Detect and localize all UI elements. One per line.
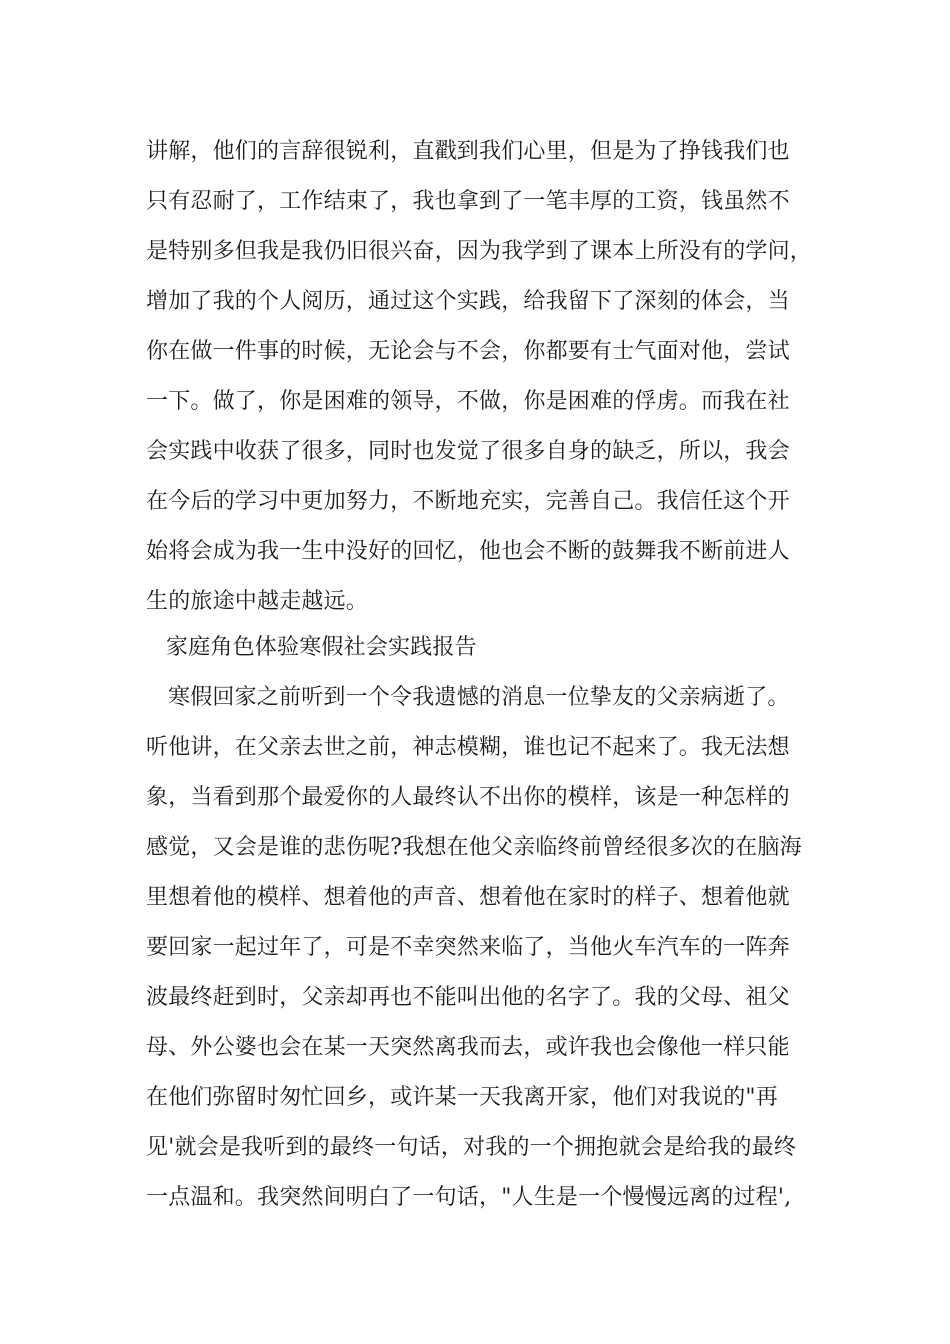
text-line: 象，当看到那个最爱你的人最终认不出你的模样，该是一种怎样的 (146, 785, 790, 810)
section-heading: 家庭角色体验寒假社会实践报告 (166, 635, 477, 660)
text-line: 一点温和。我突然间明白了一句话，"人生是一个慢慢远离的过程', (146, 1185, 792, 1210)
text-line: 讲解，他们的言辞很锐利，直戳到我们心里，但是为了挣钱我们也 (146, 139, 790, 164)
text-line: 在今后的学习中更加努力，不断地充实，完善自己。我信任这个开 (146, 489, 790, 514)
text-line: 见'就会是我听到的最终一句话，对我的一个拥抱就会是给我的最终 (146, 1135, 797, 1160)
text-line: 一下。做了，你是困难的领导，不做，你是困难的俘虏。而我在社 (146, 389, 790, 414)
text-line: 母、外公婆也会在某一天突然离我而去，或许我也会像他一样只能 (146, 1035, 790, 1060)
text-line: 寒假回家之前听到一个令我遗憾的消息一位挚友的父亲病逝了。 (168, 685, 790, 710)
text-line: 生的旅途中越走越远。 (146, 589, 369, 614)
text-line: 感觉，又会是谁的悲伤呢?我想在他父亲临终前曾经很多次的在脑海 (146, 835, 802, 860)
text-line: 在他们弥留时匆忙回乡，或许某一天我离开家，他们对我说的"再 (146, 1085, 778, 1110)
text-line: 要回家一起过年了，可是不幸突然来临了，当他火车汽车的一阵奔 (146, 935, 790, 960)
text-line: 增加了我的个人阅历，通过这个实践，给我留下了深刻的体会，当 (146, 289, 790, 314)
text-line: 始将会成为我一生中没好的回忆，他也会不断的鼓舞我不断前进人 (146, 539, 790, 564)
text-line: 里想着他的模样、想着他的声音、想着他在家时的样子、想着他就 (146, 885, 790, 910)
text-line: 波最终赶到时，父亲却再也不能叫出他的名字了。我的父母、祖父 (146, 985, 790, 1010)
text-line: 会实践中收获了很多，同时也发觉了很多自身的缺乏，所以，我会 (146, 439, 790, 464)
text-line: 是特别多但我是我仍旧很兴奋，因为我学到了课本上所没有的学问， (146, 239, 813, 264)
text-line: 只有忍耐了，工作结束了，我也拿到了一笔丰厚的工资，钱虽然不 (146, 189, 790, 214)
text-line: 听他讲，在父亲去世之前，神志模糊，谁也记不起来了。我无法想 (146, 735, 790, 760)
text-line: 你在做一件事的时候，无论会与不会，你都要有士气面对他，尝试 (146, 339, 790, 364)
